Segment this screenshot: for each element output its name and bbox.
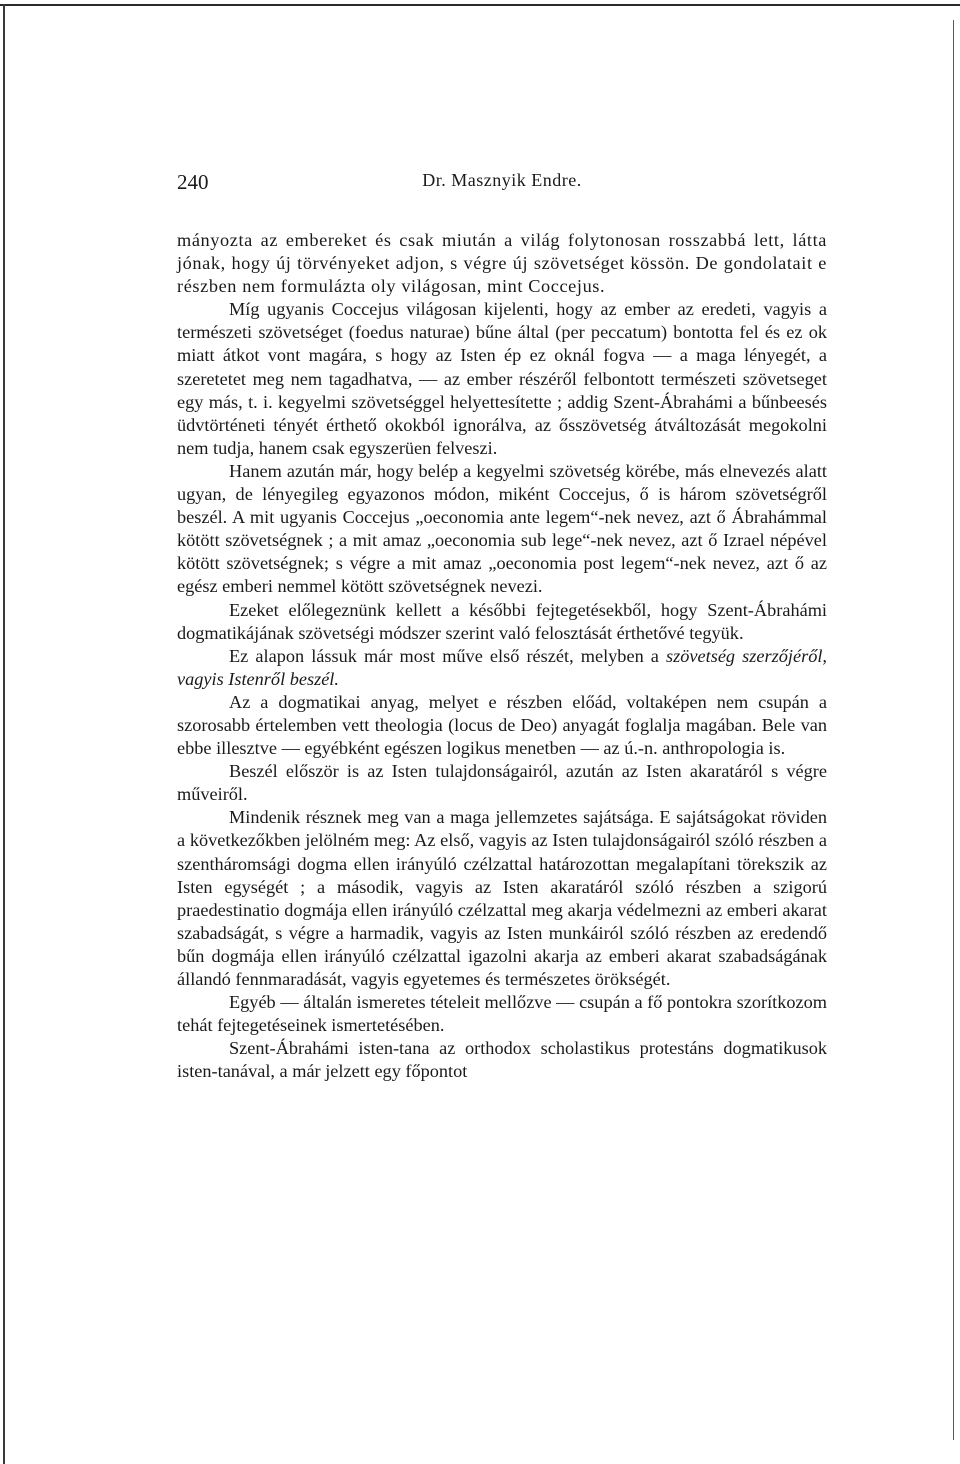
running-head: Dr. Masznyik Endre. (422, 170, 582, 190)
scan-edge-right (953, 20, 954, 1440)
paragraph-5-text: Ez alapon lássuk már most műve első részét, melyben a (229, 645, 667, 666)
paragraph-9: Egyéb — általán ismeretes tételeit mellőzve — csupán a fő pontokra szorítkozom tehát fejtegetéseinek ismertetésében. (177, 992, 827, 1036)
paragraph-10: Szent-Ábrahámi isten-tana az orthodox scholastikus protestáns dogmatikusok isten-tanával, a már jelzett egy főpontot (177, 1038, 827, 1082)
paragraph-5 (177, 645, 827, 691)
body-text (177, 229, 827, 1083)
paragraph-7: Beszél először is az Isten tulajdonságairól, azután az Isten akaratáról s végre műveiről. (177, 761, 827, 805)
paragraph-6: Az a dogmatikai anyag, melyet e részben előád, voltaképen nem csupán a szorosabb értelemben vett theologia (locus de Deo) anyagát foglalja magában. Bele van ebbe illesztve — egyébként egészen logikus menetben — az ú.-n. anthropologia is. (177, 691, 827, 759)
paragraph-8: Mindenik résznek meg van a maga jellemzetes sajátsága. E sajátságokat röviden a következőkben jelölném meg: Az első, vagyis az Isten tulajdonságairól szóló részben a szentháromsági dogma ellen irányúló czélzattal határozottan megalapítani törekszik az Isten egységét ; a második, vagyis az Isten akaratáról szóló részben a szigorú praedestinatio dogmája ellen irányúló czélzattal meg akarja védelmezni az emberi akarat szabadságát, s végre a harmadik, vagyis az Isten munkáiról szóló részben az eredendő bűn dogmája ellen irányúló czélzattal igazolni akarja az emberi akarat szabadságának állandó fennmaradását, vagyis egyetemes és természetes örökségét. (177, 807, 827, 989)
scan-edge-top (0, 4, 960, 6)
paragraph-5-italic: szövetség szerzőjéről, vagyis Istenről beszél. (177, 645, 827, 689)
paragraph-1: mányozta az embereket és csak miután a világ folytonosan rosszabbá lett, látta jónak, hogy új törvényeket adjon, s végre új szövetséget kössön. De gondolatait e részben nem formulázta oly világosan, mint Coccejus. (177, 230, 827, 297)
page-header (177, 170, 827, 200)
scan-edge-left (3, 4, 5, 1464)
paragraph-2: Míg ugyanis Coccejus világosan kijelenti, hogy az ember az eredeti, vagyis a természeti szövetséget (foedus naturae) bűne által (per peccatum) bontotta fel és ez ok miatt átkot vont magára, s hogy az Isten ép ez oknál fogva — a maga lényegét, a szeretetet meg nem tagadhatva, — az ember részéről felbontott természeti szövetseget egy más, t. i. kegyelmi szövetséggel helyettesítette ; addig Szent-Ábrahámi a bűnbeesés üdvtörténeti tényét érthető okokból ignorálva, az ősszövetség átváltozását megokolni nem tudja, hanem csak egyszerüen felveszi. (177, 299, 827, 458)
page-number: 240 (177, 170, 209, 194)
paragraph-4: Ezeket előlegeznünk kellett a későbbi fejtegetésekből, hogy Szent-Ábrahámi dogmatikájának szövetségi módszer szerint való felosztását érthetővé tegyük. (177, 599, 827, 643)
paragraph-3: Hanem azután már, hogy belép a kegyelmi szövetség körébe, más elnevezés alatt ugyan, de lényegileg egyazonos módon, miként Coccejus, ő is három szövetségről beszél. A mit ugyanis Coccejus „oeconomia ante legem“-nek nevez, azt ő Ábrahámmal kötött szövetségnek ; a mit amaz „oeconomia sub lege“-nek nevez, azt ő Izrael népével kötött szövetségnek; s végre a mit amaz „oeconomia post legem“-nek nevez, azt ő az egész emberi nemmel kötött szövetségnek nevezi. (177, 460, 827, 597)
